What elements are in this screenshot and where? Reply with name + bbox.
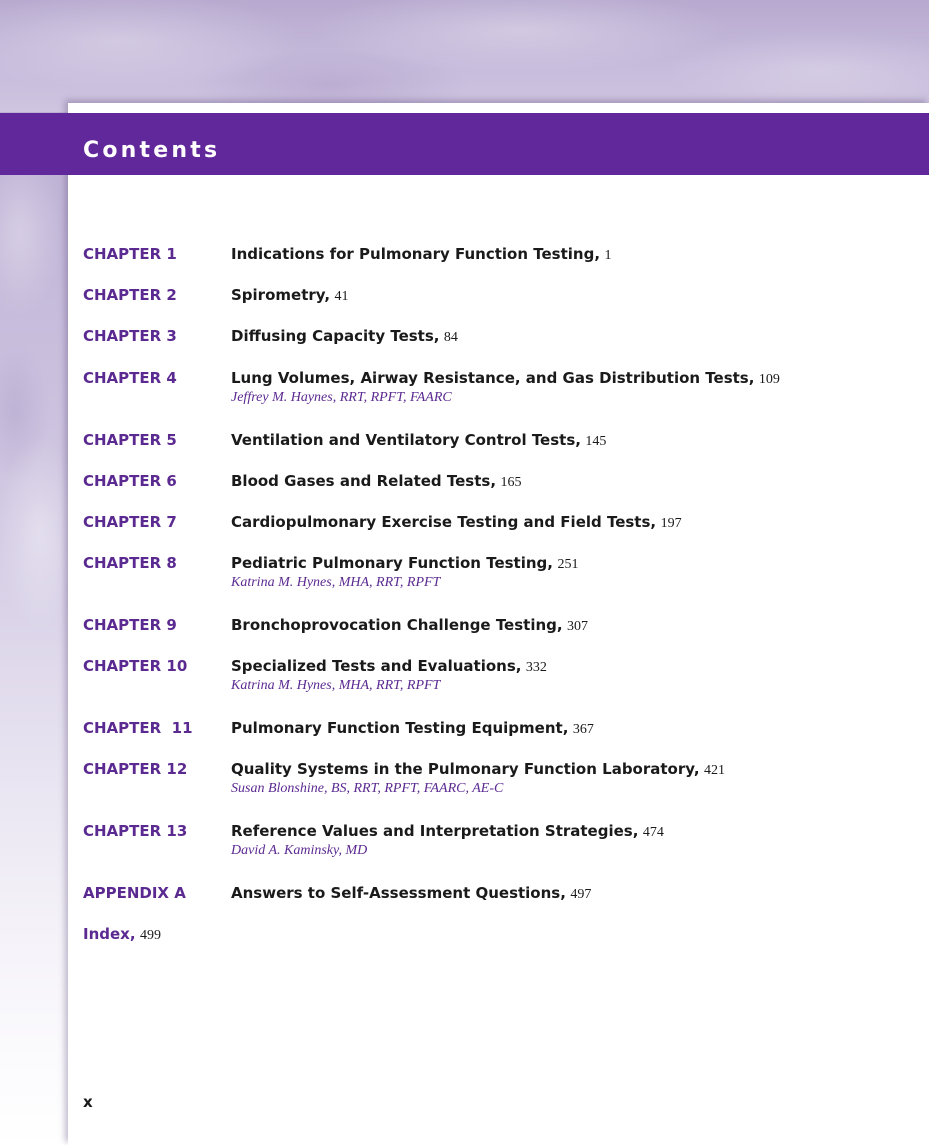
chapter-label: CHAPTER 2 xyxy=(83,286,177,304)
chapter-title-line xyxy=(231,327,458,347)
chapter-page: 84 xyxy=(443,330,458,345)
chapter-title-line xyxy=(231,554,578,574)
chapter-page: 251 xyxy=(557,557,579,572)
chapter-title-line xyxy=(231,472,521,492)
chapter-page: 1 xyxy=(604,248,612,263)
chapter-title-line xyxy=(231,513,682,533)
toc-entry-index[interactable] xyxy=(83,925,161,945)
chapter-title-line xyxy=(231,760,725,780)
chapter-label: CHAPTER 9 xyxy=(83,616,177,634)
appendix-page: 497 xyxy=(570,887,592,902)
chapter-page: 421 xyxy=(704,763,726,778)
chapter-title: Indications for Pulmonary Function Testing, xyxy=(231,245,601,263)
chapter-page: 367 xyxy=(572,722,594,737)
appendix-title: Answers to Self-Assessment Questions, xyxy=(231,884,566,902)
chapter-title: Spirometry, xyxy=(231,286,331,304)
chapter-label: CHAPTER 4 xyxy=(83,369,177,387)
page-title: Contents xyxy=(83,138,221,163)
chapter-page: 197 xyxy=(660,516,682,531)
chapter-title: Reference Values and Interpretation Strategies, xyxy=(231,822,639,840)
chapter-title-line xyxy=(231,616,588,636)
chapter-author: Katrina M. Hynes, MHA, RRT, RPFT xyxy=(231,575,441,590)
chapter-author: Susan Blonshine, BS, RRT, RPFT, FAARC, AE-C xyxy=(231,781,504,796)
chapter-title-line xyxy=(231,245,611,265)
chapter-label: CHAPTER 6 xyxy=(83,472,177,490)
chapter-title: Bronchoprovocation Challenge Testing, xyxy=(231,616,563,634)
chapter-label: CHAPTER 12 xyxy=(83,760,188,778)
chapter-label: CHAPTER 5 xyxy=(83,431,177,449)
background-left xyxy=(0,112,68,1145)
chapter-title-line xyxy=(231,286,349,306)
appendix-label: APPENDIX A xyxy=(83,884,186,902)
appendix-title-line xyxy=(231,884,591,904)
chapter-title: Quality Systems in the Pulmonary Function Laboratory, xyxy=(231,760,700,778)
chapter-page: 109 xyxy=(758,372,780,387)
chapter-label: CHAPTER 7 xyxy=(83,513,177,531)
chapter-page: 307 xyxy=(567,619,589,634)
chapter-title-line xyxy=(231,719,594,739)
chapter-page: 41 xyxy=(334,289,349,304)
chapter-author: Jeffrey M. Haynes, RRT, RPFT, FAARC xyxy=(231,390,452,405)
chapter-page: 332 xyxy=(525,660,547,675)
chapter-title: Diffusing Capacity Tests, xyxy=(231,327,440,345)
chapter-title: Pulmonary Function Testing Equipment, xyxy=(231,719,569,737)
index-page: 499 xyxy=(140,928,161,943)
background-top xyxy=(0,0,929,112)
chapter-title: Lung Volumes, Airway Resistance, and Gas Distribution Tests, xyxy=(231,369,755,387)
chapter-label: CHAPTER 1 xyxy=(83,245,177,263)
index-label: Index, xyxy=(83,925,136,943)
chapter-page: 474 xyxy=(642,825,664,840)
chapter-label: CHAPTER 11 xyxy=(83,719,193,737)
chapter-title: Blood Gases and Related Tests, xyxy=(231,472,497,490)
chapter-label: CHAPTER 3 xyxy=(83,327,177,345)
chapter-label: CHAPTER 13 xyxy=(83,822,188,840)
chapter-title-line xyxy=(231,369,780,389)
chapter-title-line xyxy=(231,822,664,842)
page-number: x xyxy=(83,1093,93,1111)
chapter-title: Specialized Tests and Evaluations, xyxy=(231,657,522,675)
chapter-page: 165 xyxy=(500,475,522,490)
chapter-title: Cardiopulmonary Exercise Testing and Field Tests, xyxy=(231,513,657,531)
chapter-author: Katrina M. Hynes, MHA, RRT, RPFT xyxy=(231,678,441,693)
chapter-page: 145 xyxy=(585,434,607,449)
chapter-author: David A. Kaminsky, MD xyxy=(231,843,368,858)
chapter-label: CHAPTER 10 xyxy=(83,657,188,675)
chapter-label: CHAPTER 8 xyxy=(83,554,177,572)
chapter-title: Pediatric Pulmonary Function Testing, xyxy=(231,554,553,572)
chapter-title-line xyxy=(231,431,606,451)
chapter-title-line xyxy=(231,657,547,677)
chapter-title: Ventilation and Ventilatory Control Tests, xyxy=(231,431,581,449)
